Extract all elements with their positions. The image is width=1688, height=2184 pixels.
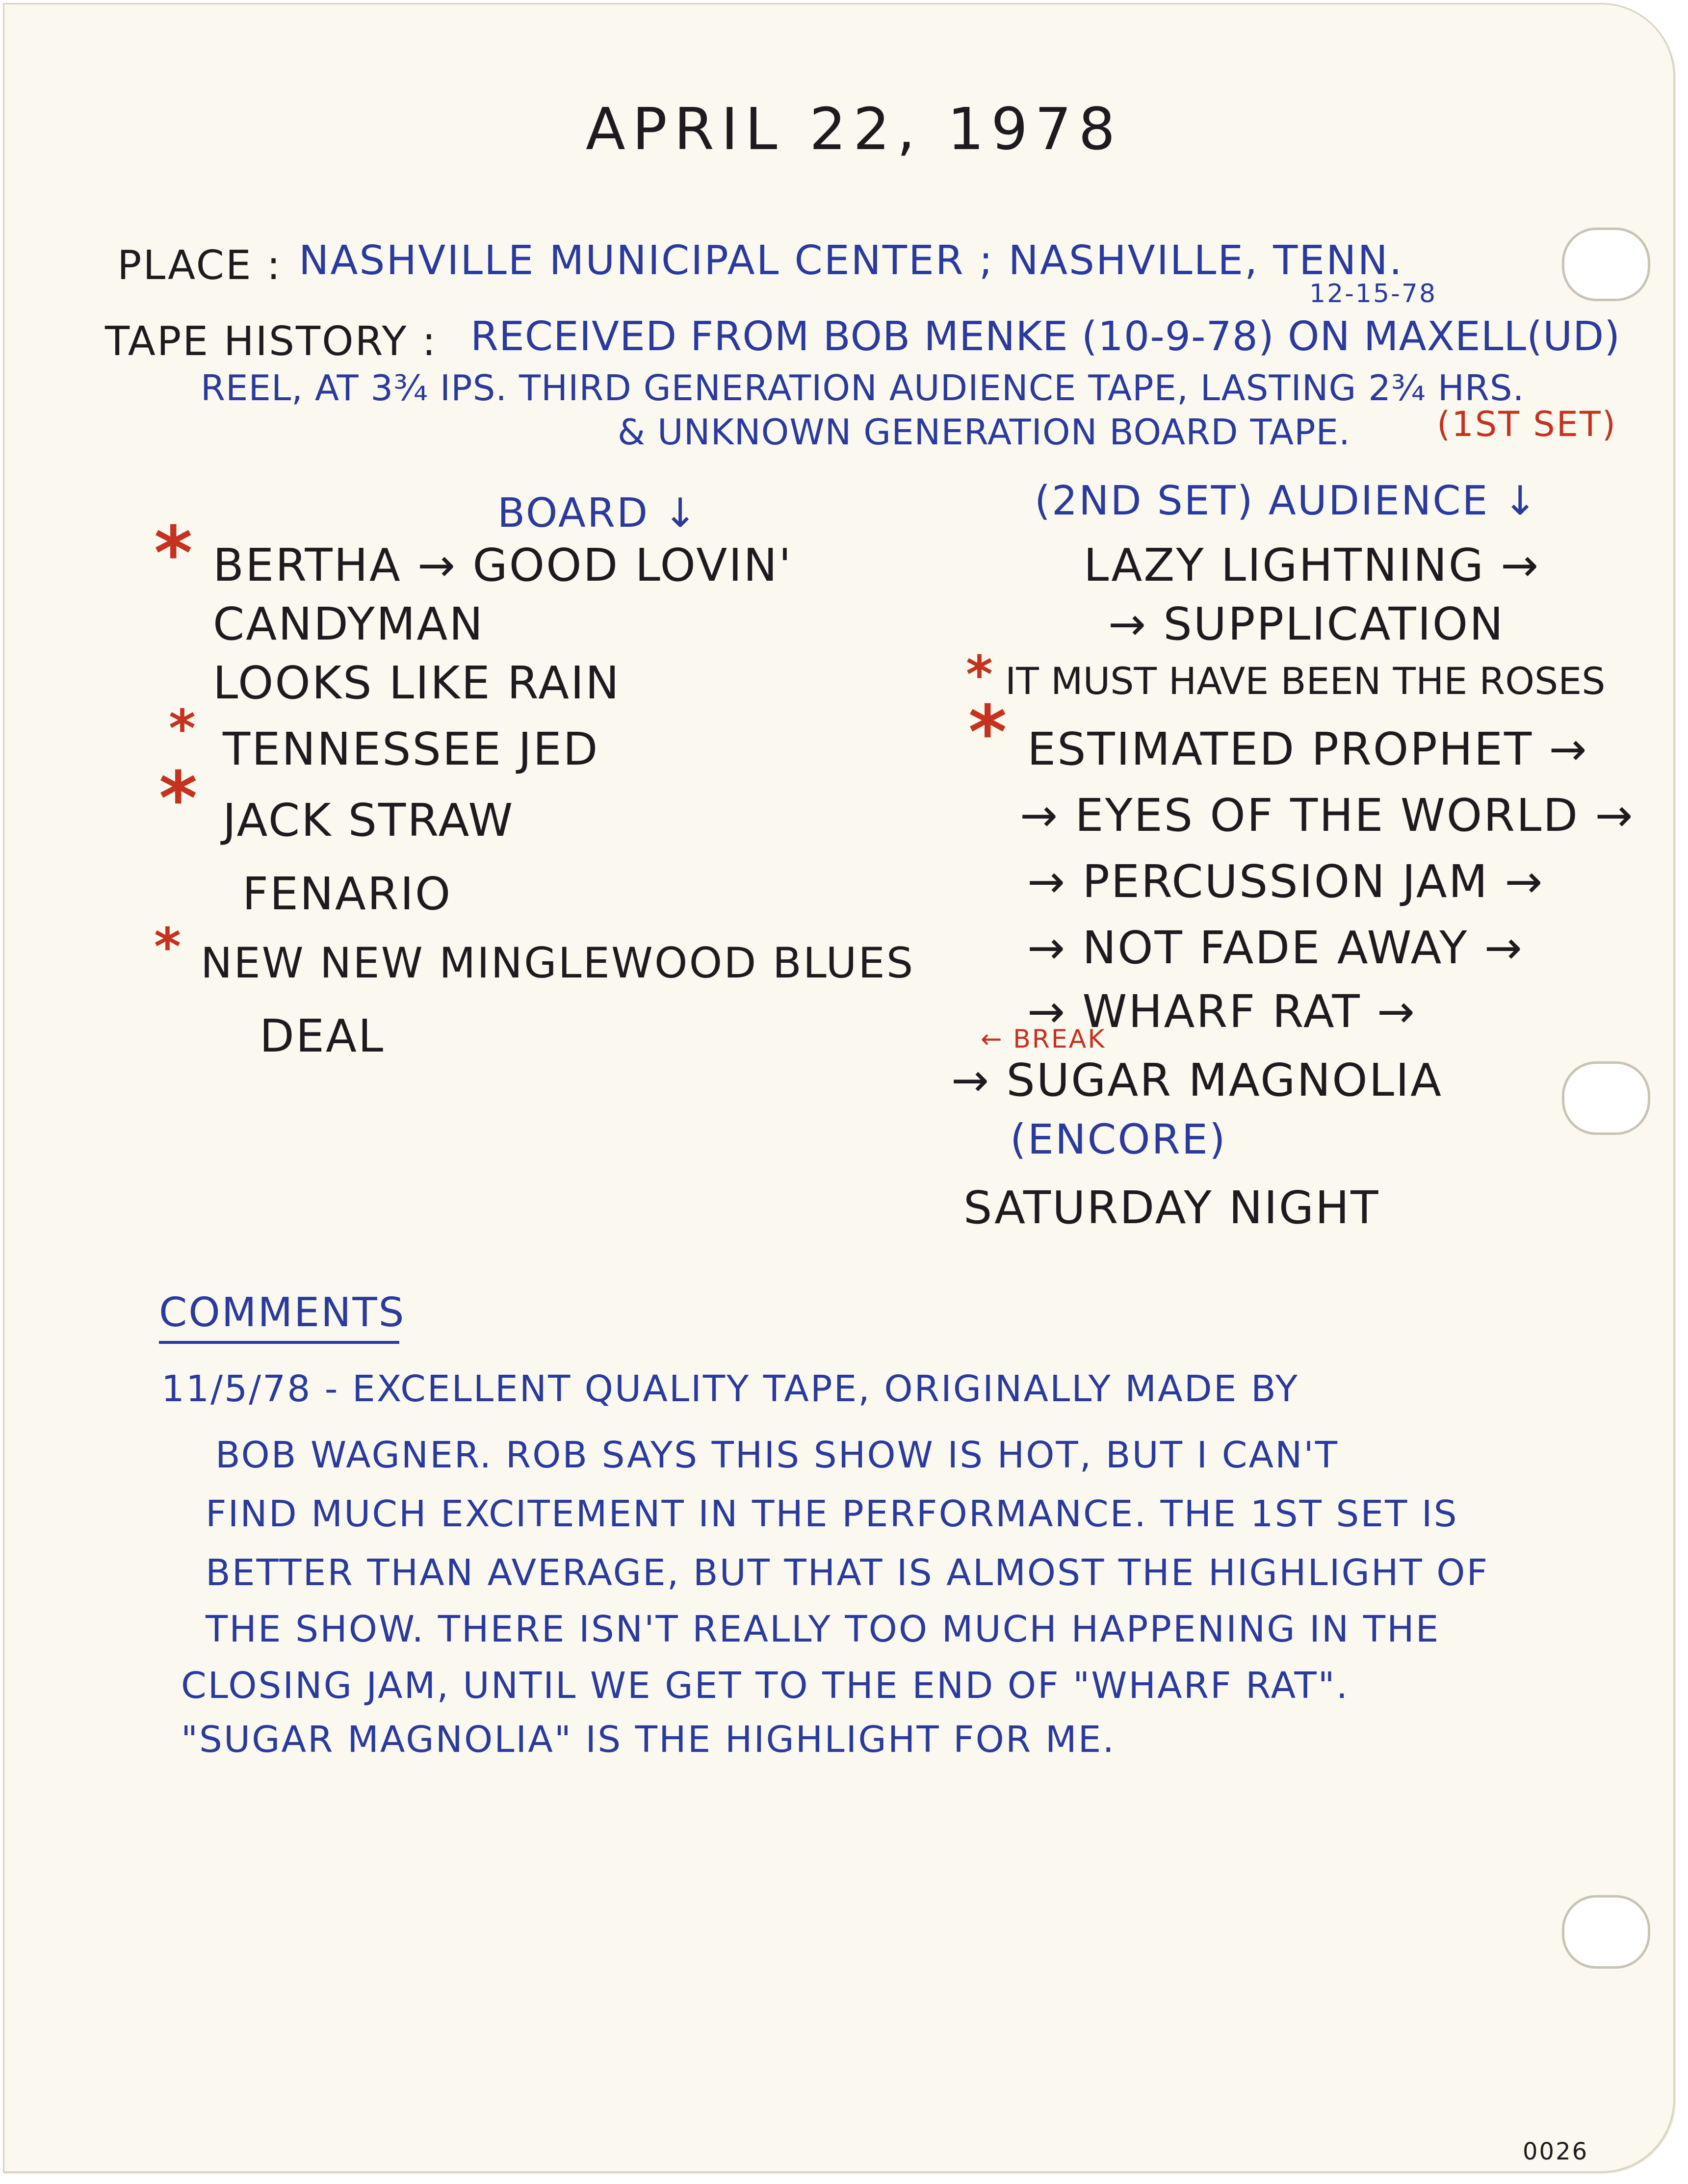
set2-song-4: ESTIMATED PROPHET → — [1027, 723, 1588, 775]
encore-label: (ENCORE) — [1010, 1115, 1227, 1163]
star-mark-roses: * — [966, 645, 993, 705]
place-label: PLACE : — [117, 242, 282, 289]
audience-header: (2ND SET) AUDIENCE ↓ — [1035, 478, 1539, 524]
first-set-note: (1ST SET) — [1437, 404, 1617, 444]
comment-line-2: BOB WAGNER. ROB SAYS THIS SHOW IS HOT, BUT I CAN'T — [215, 1434, 1339, 1476]
star-mark-minglewood: * — [154, 917, 181, 977]
tape-history-line1: RECEIVED FROM BOB MENKE (10-9-78) ON MAXELL(UD) — [470, 313, 1621, 360]
set2-song-7: → NOT FADE AWAY → — [1027, 922, 1524, 974]
comments-header: COMMENTS — [159, 1289, 406, 1336]
break-note: ← BREAK — [981, 1025, 1106, 1054]
set1-song-3: LOOKS LIKE RAIN — [213, 657, 621, 709]
encore-song: SATURDAY NIGHT — [963, 1182, 1380, 1234]
comment-line-1: 11/5/78 - EXCELLENT QUALITY TAPE, ORIGINALLY MADE BY — [161, 1368, 1299, 1410]
comment-line-6: CLOSING JAM, UNTIL WE GET TO THE END OF "WHARF RAT". — [181, 1665, 1350, 1707]
star-mark-bertha: * — [154, 511, 193, 596]
set1-song-1: BERTHA → GOOD LOVIN' — [213, 539, 793, 591]
binder-hole-bottom — [1562, 1895, 1650, 1969]
star-mark-tennessee-jed: * — [169, 699, 196, 759]
board-header: BOARD ↓ — [497, 490, 699, 537]
tape-history-line2: REEL, AT 3¾ IPS. THIRD GENERATION AUDIENCE TAPE, LASTING 2¾ HRS. — [201, 367, 1525, 409]
comments-underline — [159, 1341, 399, 1344]
comment-line-4: BETTER THAN AVERAGE, BUT THAT IS ALMOST THE HIGHLIGHT OF — [206, 1552, 1489, 1594]
star-mark-jack-straw: * — [159, 756, 198, 842]
set2-song-1: LAZY LIGHTNING → — [1084, 539, 1540, 591]
tape-history-label: TAPE HISTORY : — [105, 318, 438, 365]
binder-hole-top — [1562, 228, 1650, 301]
set1-song-8: DEAL — [260, 1010, 385, 1062]
set2-song-3: IT MUST HAVE BEEN THE ROSES — [1005, 659, 1606, 703]
set2-song-8: → WHARF RAT → — [1027, 985, 1417, 1038]
set1-song-6: FENARIO — [242, 868, 452, 920]
set2-song-9: → SUGAR MAGNOLIA — [951, 1054, 1443, 1106]
set1-song-7: NEW NEW MINGLEWOOD BLUES — [201, 939, 915, 988]
comment-line-7: "SUGAR MAGNOLIA" IS THE HIGHLIGHT FOR ME. — [181, 1719, 1116, 1761]
set1-song-5: JACK STRAW — [223, 794, 515, 847]
binder-hole-middle — [1562, 1061, 1650, 1135]
set1-song-2: CANDYMAN — [213, 598, 485, 650]
page-number: 0026 — [1523, 2138, 1589, 2165]
star-mark-estimated-prophet: * — [968, 690, 1007, 775]
set1-song-4: TENNESSEE JED — [223, 723, 599, 775]
set2-song-6: → PERCUSSION JAM → — [1027, 855, 1544, 908]
notebook-page — [3, 3, 1675, 2173]
set2-song-2: → SUPPLICATION — [1108, 598, 1505, 650]
place-value: NASHVILLE MUNICIPAL CENTER ; NASHVILLE, TENN. — [299, 237, 1403, 284]
set2-song-5: → EYES OF THE WORLD → — [1020, 789, 1635, 842]
tape-history-line3: & UNKNOWN GENERATION BOARD TAPE. — [618, 411, 1350, 453]
comment-line-3: FIND MUCH EXCITEMENT IN THE PERFORMANCE. THE 1ST SET IS — [206, 1493, 1458, 1535]
comment-line-5: THE SHOW. THERE ISN'T REALLY TOO MUCH HAPPENING IN THE — [206, 1608, 1440, 1650]
page-title: APRIL 22, 1978 — [586, 95, 1122, 163]
tape-history-date-above: 12-15-78 — [1309, 279, 1437, 308]
